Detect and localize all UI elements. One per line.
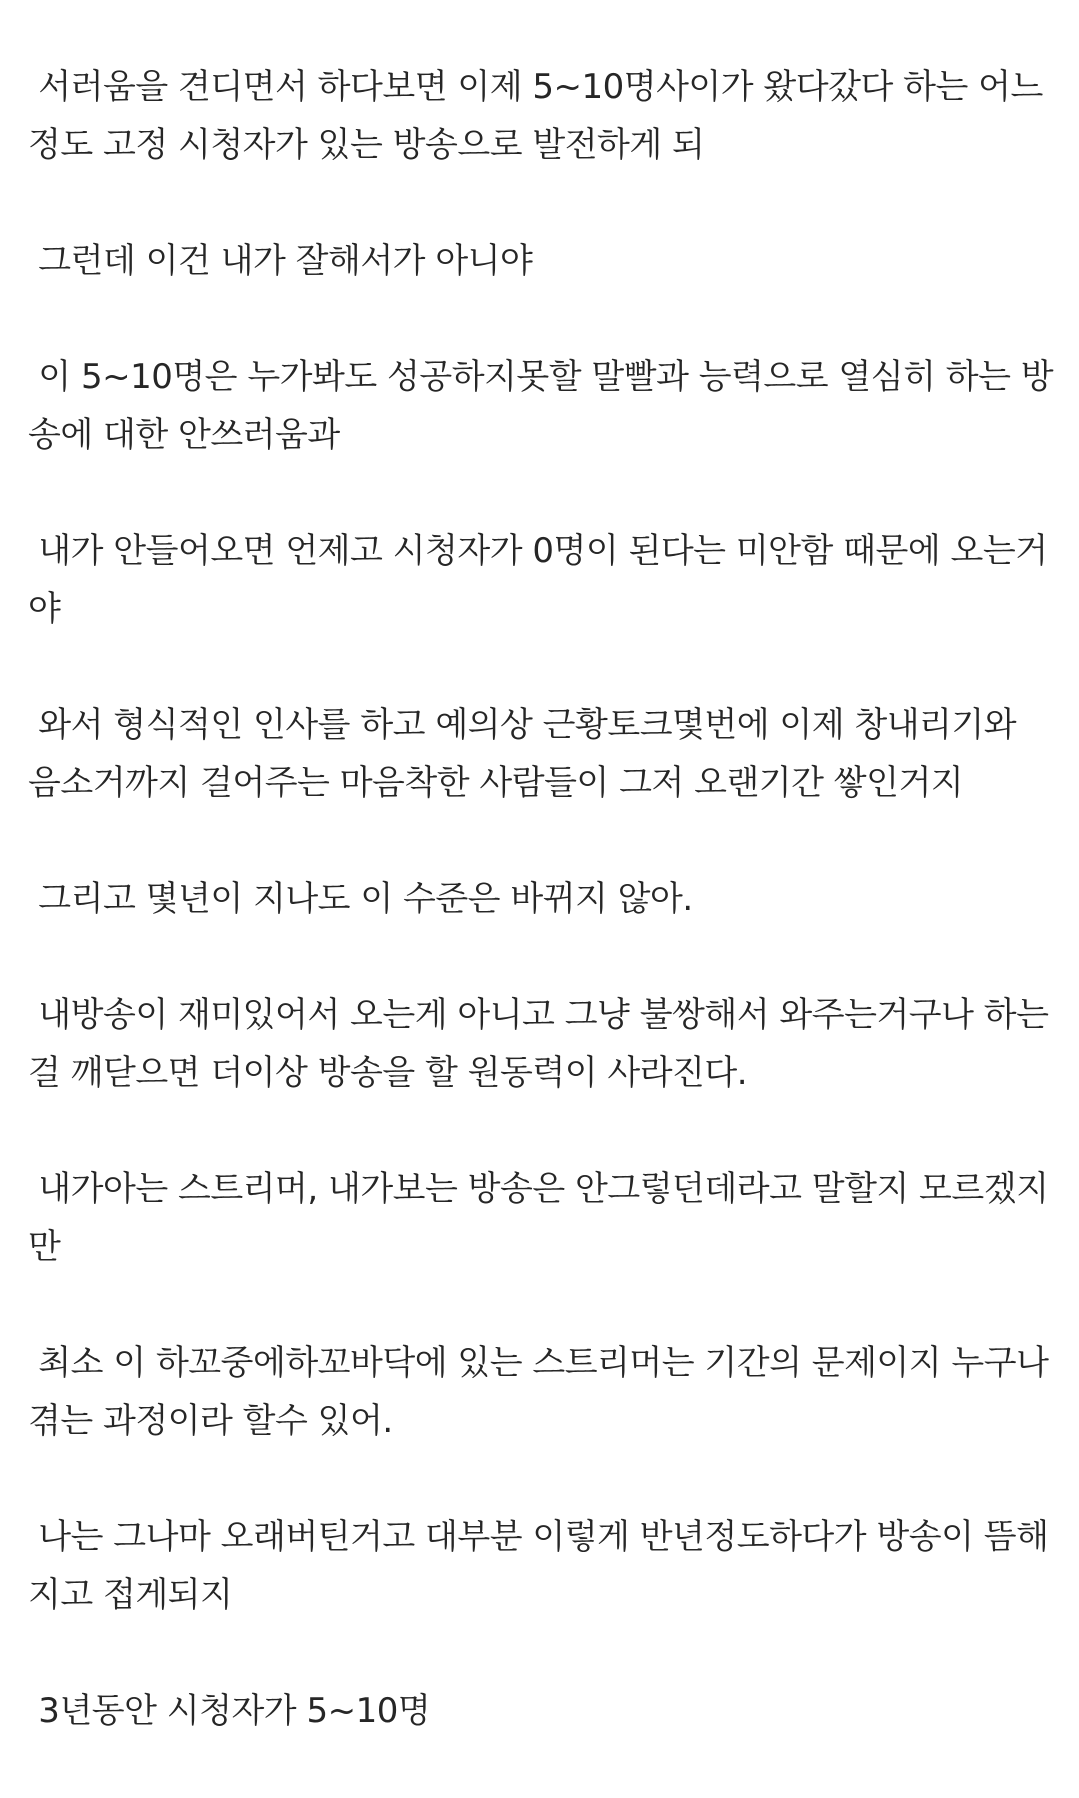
paragraph xyxy=(28,1334,1058,1450)
text-line: 최소 이 하꼬중에하꼬바닥에 있는 스트리머는 기간의 문제이지 누구나 xyxy=(28,1343,1049,1383)
paragraph xyxy=(28,986,1058,1102)
text-line: 와서 형식적인 인사를 하고 예의상 근황토크몇번에 이제 창내리기와 xyxy=(28,705,1017,745)
paragraph xyxy=(28,696,1058,812)
text-line: 송에 대한 안쓰러움과 xyxy=(28,415,340,455)
paragraph xyxy=(28,522,1058,638)
text-line: 정도 고정 시청자가 있는 방송으로 발전하게 되 xyxy=(28,125,705,165)
paragraph xyxy=(28,1160,1058,1276)
text-line: 야 xyxy=(28,589,61,629)
text-line: 그런데 이건 내가 잘해서가 아니야 xyxy=(28,241,533,281)
paragraph xyxy=(28,348,1058,464)
paragraph xyxy=(28,1682,1058,1740)
text-line: 그리고 몇년이 지나도 이 수준은 바뀌지 않아. xyxy=(28,879,693,919)
text-line: 만 xyxy=(28,1227,61,1267)
text-line: 이 5~10명은 누가봐도 성공하지못할 말빨과 능력으로 열심히 하는 방 xyxy=(28,357,1054,397)
text-line: 음소거까지 걸어주는 마음착한 사람들이 그저 오랜기간 쌓인거지 xyxy=(28,763,964,803)
paragraph xyxy=(28,870,1058,928)
paragraph xyxy=(28,232,1058,290)
paragraph xyxy=(28,58,1058,174)
text-line: 내방송이 재미있어서 오는게 아니고 그냥 불쌍해서 와주는거구나 하는 xyxy=(28,995,1049,1035)
post-body xyxy=(28,58,1058,1798)
text-line: 지고 접게되지 xyxy=(28,1575,233,1615)
text-line: 걸 깨닫으면 더이상 방송을 할 원동력이 사라진다. xyxy=(28,1053,748,1093)
text-line: 겪는 과정이라 할수 있어. xyxy=(28,1401,393,1441)
text-line: 3년동안 시청자가 5~10명 xyxy=(28,1691,431,1731)
text-line: 내가아는 스트리머, 내가보는 방송은 안그렇던데라고 말할지 모르겠지 xyxy=(28,1169,1049,1209)
paragraph xyxy=(28,1508,1058,1624)
text-line: 나는 그나마 오래버틴거고 대부분 이렇게 반년정도하다가 방송이 뜸해 xyxy=(28,1517,1049,1557)
text-line: 서러움을 견디면서 하다보면 이제 5~10명사이가 왔다갔다 하는 어느 xyxy=(28,67,1043,107)
text-line: 내가 안들어오면 언제고 시청자가 0명이 된다는 미안함 때문에 오는거 xyxy=(28,531,1048,571)
